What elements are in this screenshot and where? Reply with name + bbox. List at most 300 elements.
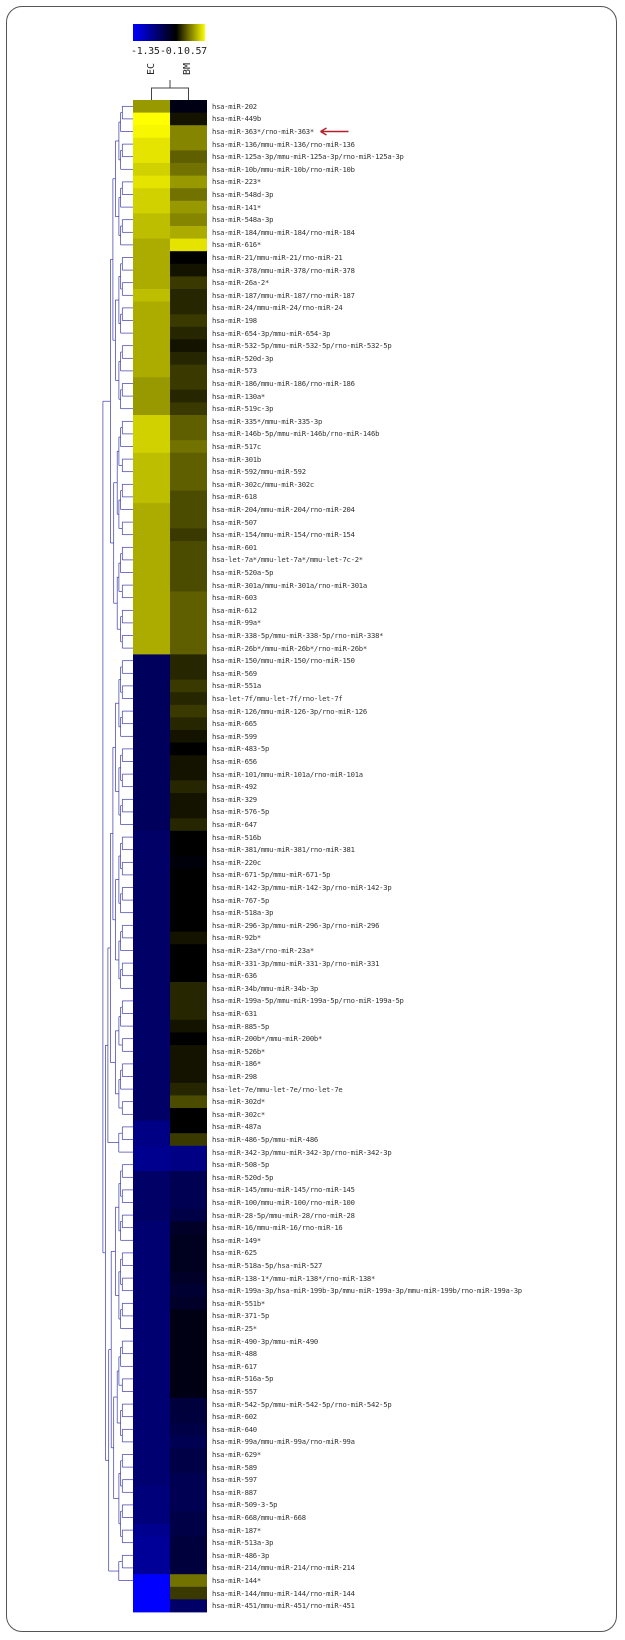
heatmap-cell — [170, 982, 207, 995]
row-label: hsa-miR-10b/mmu-miR-10b/rno-miR-10b — [212, 164, 355, 174]
heatmap-cell — [170, 1373, 207, 1386]
heatmap-cell — [170, 465, 207, 478]
heatmap-cell — [133, 339, 170, 352]
heatmap-cell — [170, 743, 207, 756]
row-label: hsa-miR-342-3p/mmu-miR-342-3p/rno-miR-342-3p — [212, 1147, 392, 1157]
heatmap-cell — [133, 327, 170, 340]
row-label: hsa-miR-519c-3p — [212, 404, 274, 414]
row-label: hsa-miR-599 — [212, 731, 257, 741]
heatmap-cell — [170, 163, 207, 176]
row-label: hsa-miR-885-5p — [212, 1021, 270, 1031]
row-label: hsa-miR-551a — [212, 681, 261, 691]
heatmap-cell — [133, 528, 170, 541]
heatmap-cell — [133, 176, 170, 189]
row-label: hsa-miR-520a-5p — [212, 567, 274, 577]
heatmap-cell — [133, 402, 170, 415]
heatmap-cell — [170, 730, 207, 743]
heatmap-cell — [133, 768, 170, 781]
row-label: hsa-miR-329 — [212, 794, 257, 804]
heatmap-cell — [170, 1158, 207, 1171]
heatmap-cell — [170, 1322, 207, 1335]
heatmap-cell — [170, 591, 207, 604]
heatmap-cell — [170, 780, 207, 793]
heatmap-cell — [133, 1549, 170, 1562]
heatmap-cell — [170, 843, 207, 856]
heatmap-cell — [170, 768, 207, 781]
heatmap-cell — [170, 1549, 207, 1562]
heatmap-cell — [133, 1095, 170, 1108]
row-label: hsa-miR-636 — [212, 971, 257, 981]
heatmap-cell — [170, 818, 207, 831]
row-label: hsa-miR-516a-5p — [212, 1374, 274, 1384]
heatmap-cell — [133, 1272, 170, 1285]
heatmap-cell — [170, 944, 207, 957]
heatmap-cell — [170, 995, 207, 1008]
row-label: hsa-miR-625 — [212, 1248, 257, 1258]
heatmap-cell — [170, 1587, 207, 1600]
heatmap-cell — [133, 818, 170, 831]
column-header-ec: EC — [146, 63, 157, 76]
heatmap-cell — [133, 163, 170, 176]
row-label: hsa-miR-141* — [212, 202, 261, 212]
row-label: hsa-miR-198 — [212, 315, 257, 325]
heatmap-cell — [170, 213, 207, 226]
row-label: hsa-miR-302d* — [212, 1097, 266, 1107]
heatmap-cell — [170, 516, 207, 529]
row-label: hsa-miR-202 — [212, 101, 257, 111]
heatmap-cell — [170, 957, 207, 970]
heatmap-cell — [170, 1385, 207, 1398]
row-label: hsa-miR-656 — [212, 756, 257, 766]
heatmap-cell — [170, 717, 207, 730]
heatmap-cell — [170, 1562, 207, 1575]
row-label: hsa-miR-302c/mmu-miR-302c — [212, 479, 314, 489]
heatmap-cell — [170, 1108, 207, 1121]
heatmap-cell — [170, 654, 207, 667]
row-label: hsa-miR-617 — [212, 1361, 257, 1371]
heatmap-cell — [133, 944, 170, 957]
heatmap-cell — [133, 1423, 170, 1436]
heatmap-cell — [170, 1247, 207, 1260]
heatmap-cell — [133, 1562, 170, 1575]
heatmap-cell — [133, 692, 170, 705]
row-label: hsa-miR-602 — [212, 1412, 257, 1422]
heatmap-cell — [170, 1032, 207, 1045]
row-label: hsa-miR-542-5p/mmu-miR-542-5p/rno-miR-542-5p — [212, 1399, 392, 1409]
row-label: hsa-miR-618 — [212, 492, 257, 502]
row-label: hsa-miR-296-3p/mmu-miR-296-3p/rno-miR-296 — [212, 920, 380, 930]
row-label: hsa-miR-486-5p/mmu-miR-486 — [212, 1134, 319, 1144]
heatmap-cell — [170, 1272, 207, 1285]
row-label: hsa-miR-363*/rno-miR-363* — [212, 126, 314, 136]
heatmap-cell — [133, 591, 170, 604]
heatmap-cell — [133, 717, 170, 730]
heatmap-cell — [133, 1499, 170, 1512]
row-label: hsa-miR-149* — [212, 1235, 261, 1245]
row-label: hsa-miR-187/mmu-miR-187/rno-miR-187 — [212, 290, 355, 300]
heatmap-cell — [170, 755, 207, 768]
heatmap-cell — [170, 919, 207, 932]
heatmap-cell — [170, 1083, 207, 1096]
row-label: hsa-miR-654-3p/mmu-miR-654-3p — [212, 328, 331, 338]
heatmap-cell — [133, 213, 170, 226]
heatmap-cell — [133, 1032, 170, 1045]
row-label: hsa-miR-597 — [212, 1475, 257, 1485]
row-label: hsa-miR-548a-3p — [212, 215, 274, 225]
heatmap-cell — [133, 831, 170, 844]
row-label: hsa-miR-629* — [212, 1449, 261, 1459]
row-label: hsa-miR-573 — [212, 366, 257, 376]
heatmap-cell — [133, 1209, 170, 1222]
row-label: hsa-miR-204/mmu-miR-204/rno-miR-204 — [212, 504, 355, 514]
heatmap-cell — [133, 894, 170, 907]
heatmap-cell — [133, 188, 170, 201]
row-label: hsa-miR-487a — [212, 1122, 261, 1132]
heatmap-cell — [133, 453, 170, 466]
heatmap-cell — [133, 1574, 170, 1587]
heatmap-cell — [170, 1284, 207, 1297]
row-label: hsa-miR-25* — [212, 1323, 257, 1333]
heatmap-cell — [133, 1347, 170, 1360]
heatmap-cell — [170, 667, 207, 680]
heatmap-cell — [170, 1310, 207, 1323]
row-label: hsa-miR-150/mmu-miR-150/rno-miR-150 — [212, 656, 355, 666]
row-label: hsa-miR-532-5p/mmu-miR-532-5p/rno-miR-532-5p — [212, 341, 392, 351]
heatmap-cell — [170, 1461, 207, 1474]
heatmap-cell — [133, 276, 170, 289]
heatmap-cell — [170, 1536, 207, 1549]
heatmap-cell — [170, 1297, 207, 1310]
row-label: hsa-miR-24/mmu-miR-24/rno-miR-24 — [212, 303, 343, 313]
color-scale-max-label: 0.57 — [184, 46, 207, 57]
heatmap-cell — [170, 302, 207, 315]
heatmap-cell — [133, 1184, 170, 1197]
row-label: hsa-miR-298 — [212, 1071, 257, 1081]
row-label: hsa-miR-887 — [212, 1487, 257, 1497]
heatmap-cell — [170, 1234, 207, 1247]
row-label: hsa-miR-26a-2* — [212, 278, 270, 288]
heatmap-cell — [133, 1121, 170, 1134]
heatmap-cell — [133, 1234, 170, 1247]
row-label: hsa-miR-483-5p — [212, 744, 270, 754]
heatmap-cell — [133, 780, 170, 793]
heatmap-cell — [133, 377, 170, 390]
heatmap-cell — [133, 793, 170, 806]
heatmap-cell — [170, 629, 207, 642]
heatmap-cell — [170, 856, 207, 869]
row-label: hsa-miR-592/mmu-miR-592 — [212, 467, 306, 477]
heatmap-cell — [170, 1448, 207, 1461]
heatmap-cell — [133, 1322, 170, 1335]
heatmap-cell — [133, 1587, 170, 1600]
heatmap-cell — [133, 755, 170, 768]
row-label: hsa-miR-100/mmu-miR-100/rno-miR-100 — [212, 1197, 355, 1207]
heatmap-cell — [170, 1360, 207, 1373]
heatmap-cell — [133, 1259, 170, 1272]
row-label: hsa-miR-142-3p/mmu-miR-142-3p/rno-miR-142-3p — [212, 882, 392, 892]
heatmap-cell — [170, 365, 207, 378]
heatmap-cell — [170, 1058, 207, 1071]
heatmap-cell — [170, 1486, 207, 1499]
heatmap-cell — [170, 1335, 207, 1348]
heatmap-cell — [170, 289, 207, 302]
heatmap-cell — [170, 869, 207, 882]
column-header-bm: BM — [182, 63, 193, 76]
heatmap-cell — [133, 806, 170, 819]
heatmap-cell — [133, 428, 170, 441]
heatmap-cell — [133, 125, 170, 138]
heatmap-cell — [170, 1020, 207, 1033]
row-label: hsa-miR-451/mmu-miR-451/rno-miR-451 — [212, 1601, 355, 1611]
row-label: hsa-miR-520d-5p — [212, 1172, 274, 1182]
heatmap-cell — [170, 478, 207, 491]
row-label: hsa-miR-23a*/rno-miR-23a* — [212, 945, 314, 955]
heatmap-cell — [133, 150, 170, 163]
heatmap-cell — [170, 276, 207, 289]
row-label: hsa-miR-223* — [212, 177, 261, 187]
heatmap-cell — [170, 806, 207, 819]
heatmap-cell — [133, 138, 170, 151]
heatmap-cell — [170, 239, 207, 252]
row-label: hsa-miR-16/mmu-miR-16/rno-miR-16 — [212, 1223, 343, 1233]
row-label: hsa-miR-576-5p — [212, 807, 270, 817]
heatmap-cell — [133, 1461, 170, 1474]
heatmap-cell — [170, 1473, 207, 1486]
row-label: hsa-miR-331-3p/mmu-miR-331-3p/rno-miR-331 — [212, 958, 380, 968]
heatmap-cell — [170, 402, 207, 415]
heatmap-cell — [170, 1007, 207, 1020]
heatmap-cell — [133, 314, 170, 327]
row-label: hsa-miR-603 — [212, 593, 257, 603]
heatmap-cell — [133, 289, 170, 302]
heatmap-cell — [170, 1221, 207, 1234]
heatmap-cell — [133, 302, 170, 315]
heatmap-cell — [170, 188, 207, 201]
heatmap-cell — [133, 680, 170, 693]
row-label: hsa-miR-508-5p — [212, 1160, 270, 1170]
heatmap-cell — [133, 1146, 170, 1159]
heatmap-cell — [170, 566, 207, 579]
heatmap-cell — [133, 1007, 170, 1020]
heatmap-cell — [170, 969, 207, 982]
heatmap-cell — [170, 138, 207, 151]
row-label: hsa-miR-665 — [212, 719, 257, 729]
heatmap-cell — [133, 1410, 170, 1423]
heatmap-cell — [170, 428, 207, 441]
heatmap-cell — [133, 201, 170, 214]
heatmap-cell — [133, 239, 170, 252]
row-label: hsa-miR-335*/mmu-miR-335-3p — [212, 416, 323, 426]
row-label: hsa-miR-518a-3p — [212, 908, 274, 918]
heatmap-cell — [170, 680, 207, 693]
heatmap-cell — [170, 226, 207, 239]
row-label: hsa-miR-486-3p — [212, 1550, 270, 1560]
heatmap-cell — [133, 1436, 170, 1449]
heatmap-cell — [133, 1335, 170, 1348]
row-label: hsa-miR-520d-3p — [212, 353, 274, 363]
heatmap-cell — [133, 869, 170, 882]
heatmap-cell — [133, 1045, 170, 1058]
heatmap-cell — [133, 541, 170, 554]
heatmap-cell — [133, 1599, 170, 1612]
heatmap-cell — [133, 1536, 170, 1549]
heatmap-cell — [170, 1045, 207, 1058]
heatmap-cell — [133, 1284, 170, 1297]
heatmap-cell — [170, 1259, 207, 1272]
heatmap-cell — [133, 1524, 170, 1537]
heatmap-cell — [133, 1511, 170, 1524]
row-label: hsa-miR-136/mmu-miR-136/rno-miR-136 — [212, 139, 355, 149]
heatmap-cell — [170, 1423, 207, 1436]
heatmap-cell — [133, 415, 170, 428]
row-label: hsa-miR-146b-5p/mmu-miR-146b/rno-miR-146b — [212, 429, 380, 439]
heatmap-cell — [133, 617, 170, 630]
heatmap-cell — [133, 516, 170, 529]
heatmap-cell — [170, 339, 207, 352]
heatmap-cell — [133, 566, 170, 579]
heatmap-cell — [133, 730, 170, 743]
heatmap-cell — [133, 478, 170, 491]
heatmap-cell — [133, 919, 170, 932]
heatmap-cell — [170, 1146, 207, 1159]
heatmap-cell — [170, 1209, 207, 1222]
row-label: hsa-miR-199a-3p/hsa-miR-199b-3p/mmu-miR-199a-3p/mmu-miR-199b/rno-miR-199a-3p — [212, 1286, 522, 1296]
heatmap-cell — [133, 1171, 170, 1184]
heatmap-cell — [170, 692, 207, 705]
heatmap-cell — [170, 579, 207, 592]
row-label: hsa-miR-671-5p/mmu-miR-671-5p — [212, 870, 331, 880]
heatmap-cell — [170, 327, 207, 340]
column-dendrogram — [152, 80, 189, 100]
heatmap-cell — [170, 491, 207, 504]
heatmap-cell — [170, 1095, 207, 1108]
heatmap-cell — [170, 113, 207, 126]
row-label: hsa-miR-99a* — [212, 618, 261, 628]
row-label: hsa-miR-184/mmu-miR-184/rno-miR-184 — [212, 227, 355, 237]
heatmap-cell — [133, 843, 170, 856]
row-label: hsa-miR-199a-5p/mmu-miR-199a-5p/rno-miR-199a-5p — [212, 996, 404, 1006]
heatmap-cell — [133, 667, 170, 680]
heatmap-cell — [170, 453, 207, 466]
row-label: hsa-miR-125a-3p/mmu-miR-125a-3p/rno-miR-125a-3p — [212, 152, 404, 162]
heatmap-cell — [133, 1058, 170, 1071]
heatmap-cell — [133, 932, 170, 945]
heatmap-cell — [170, 541, 207, 554]
heatmap-cell — [133, 1360, 170, 1373]
heatmap-cell — [133, 264, 170, 277]
row-label: hsa-miR-130a* — [212, 391, 266, 401]
row-label: hsa-miR-509-3-5p — [212, 1500, 278, 1510]
row-label: hsa-miR-647 — [212, 819, 257, 829]
heatmap-cell — [170, 440, 207, 453]
heatmap-cell — [170, 642, 207, 655]
heatmap-cell — [133, 440, 170, 453]
row-label: hsa-miR-551b* — [212, 1298, 266, 1308]
row-label: hsa-miR-21/mmu-miR-21/rno-miR-21 — [212, 252, 343, 262]
heatmap-cell — [170, 264, 207, 277]
row-label: hsa-miR-99a/mmu-miR-99a/rno-miR-99a — [212, 1437, 355, 1447]
heatmap-cell — [133, 251, 170, 264]
row-label: hsa-let-7e/mmu-let-7e/rno-let-7e — [212, 1084, 343, 1094]
row-label: hsa-miR-214/mmu-miR-214/rno-miR-214 — [212, 1563, 355, 1573]
heatmap-cell — [133, 881, 170, 894]
heatmap-cell — [133, 491, 170, 504]
heatmap-cell — [170, 1121, 207, 1134]
row-label: hsa-miR-449b — [212, 114, 261, 124]
heatmap-cell — [170, 705, 207, 718]
heatmap-cell — [133, 957, 170, 970]
heatmap-cell — [170, 201, 207, 214]
heatmap-cell — [133, 1297, 170, 1310]
heatmap-cell — [133, 365, 170, 378]
row-label: hsa-miR-302c* — [212, 1109, 266, 1119]
heatmap-cell — [170, 1070, 207, 1083]
heatmap-cell — [170, 251, 207, 264]
row-label: hsa-miR-144* — [212, 1575, 261, 1585]
row-label: hsa-miR-631 — [212, 1008, 257, 1018]
heatmap-cell — [170, 1347, 207, 1360]
heatmap-cell — [133, 226, 170, 239]
row-label: hsa-miR-507 — [212, 517, 257, 527]
heatmap-cell — [170, 176, 207, 189]
row-label: hsa-miR-186* — [212, 1059, 261, 1069]
row-label: hsa-miR-101/mmu-miR-101a/rno-miR-101a — [212, 769, 363, 779]
heatmap-cell — [170, 1574, 207, 1587]
heatmap-cell — [170, 1398, 207, 1411]
row-label: hsa-miR-668/mmu-miR-668 — [212, 1512, 306, 1522]
heatmap-cell — [170, 617, 207, 630]
row-label: hsa-miR-488 — [212, 1349, 257, 1359]
row-label: hsa-miR-301b — [212, 454, 261, 464]
heatmap-cell — [133, 1247, 170, 1260]
row-label: hsa-miR-371-5p — [212, 1311, 270, 1321]
heatmap-cell — [133, 604, 170, 617]
heatmap-cell — [170, 1171, 207, 1184]
heatmap-cell — [170, 1511, 207, 1524]
heatmap-cell — [170, 314, 207, 327]
heatmap-cell — [133, 390, 170, 403]
row-label: hsa-miR-569 — [212, 668, 257, 678]
heatmap-cell — [170, 1196, 207, 1209]
heatmap-cell — [170, 881, 207, 894]
heatmap-cell — [133, 1108, 170, 1121]
row-label: hsa-miR-548d-3p — [212, 189, 274, 199]
heatmap-cell — [133, 642, 170, 655]
heatmap-cell — [133, 856, 170, 869]
heatmap-cell — [133, 1486, 170, 1499]
row-label: hsa-miR-767-5p — [212, 895, 270, 905]
heatmap-cell — [133, 995, 170, 1008]
row-label: hsa-miR-601 — [212, 542, 257, 552]
heatmap-cell — [133, 465, 170, 478]
row-label: hsa-let-7a*/mmu-let-7a*/mmu-let-7c-2* — [212, 555, 363, 565]
heatmap-cell — [133, 100, 170, 113]
row-label: hsa-miR-145/mmu-miR-145/rno-miR-145 — [212, 1185, 355, 1195]
row-label: hsa-miR-26b*/mmu-miR-26b*/rno-miR-26b* — [212, 643, 367, 653]
heatmap-cell — [133, 1310, 170, 1323]
row-label: hsa-miR-301a/mmu-miR-301a/rno-miR-301a — [212, 580, 367, 590]
heatmap-cell — [170, 932, 207, 945]
heatmap-cell — [170, 1133, 207, 1146]
heatmap-cell — [133, 743, 170, 756]
heatmap-cell — [170, 831, 207, 844]
heatmap-cell — [170, 415, 207, 428]
row-label: hsa-miR-144/mmu-miR-144/rno-miR-144 — [212, 1588, 355, 1598]
row-label: hsa-miR-378/mmu-miR-378/rno-miR-378 — [212, 265, 355, 275]
heatmap-cell — [133, 352, 170, 365]
heatmap-cell — [170, 1410, 207, 1423]
heatmap-cell — [170, 528, 207, 541]
